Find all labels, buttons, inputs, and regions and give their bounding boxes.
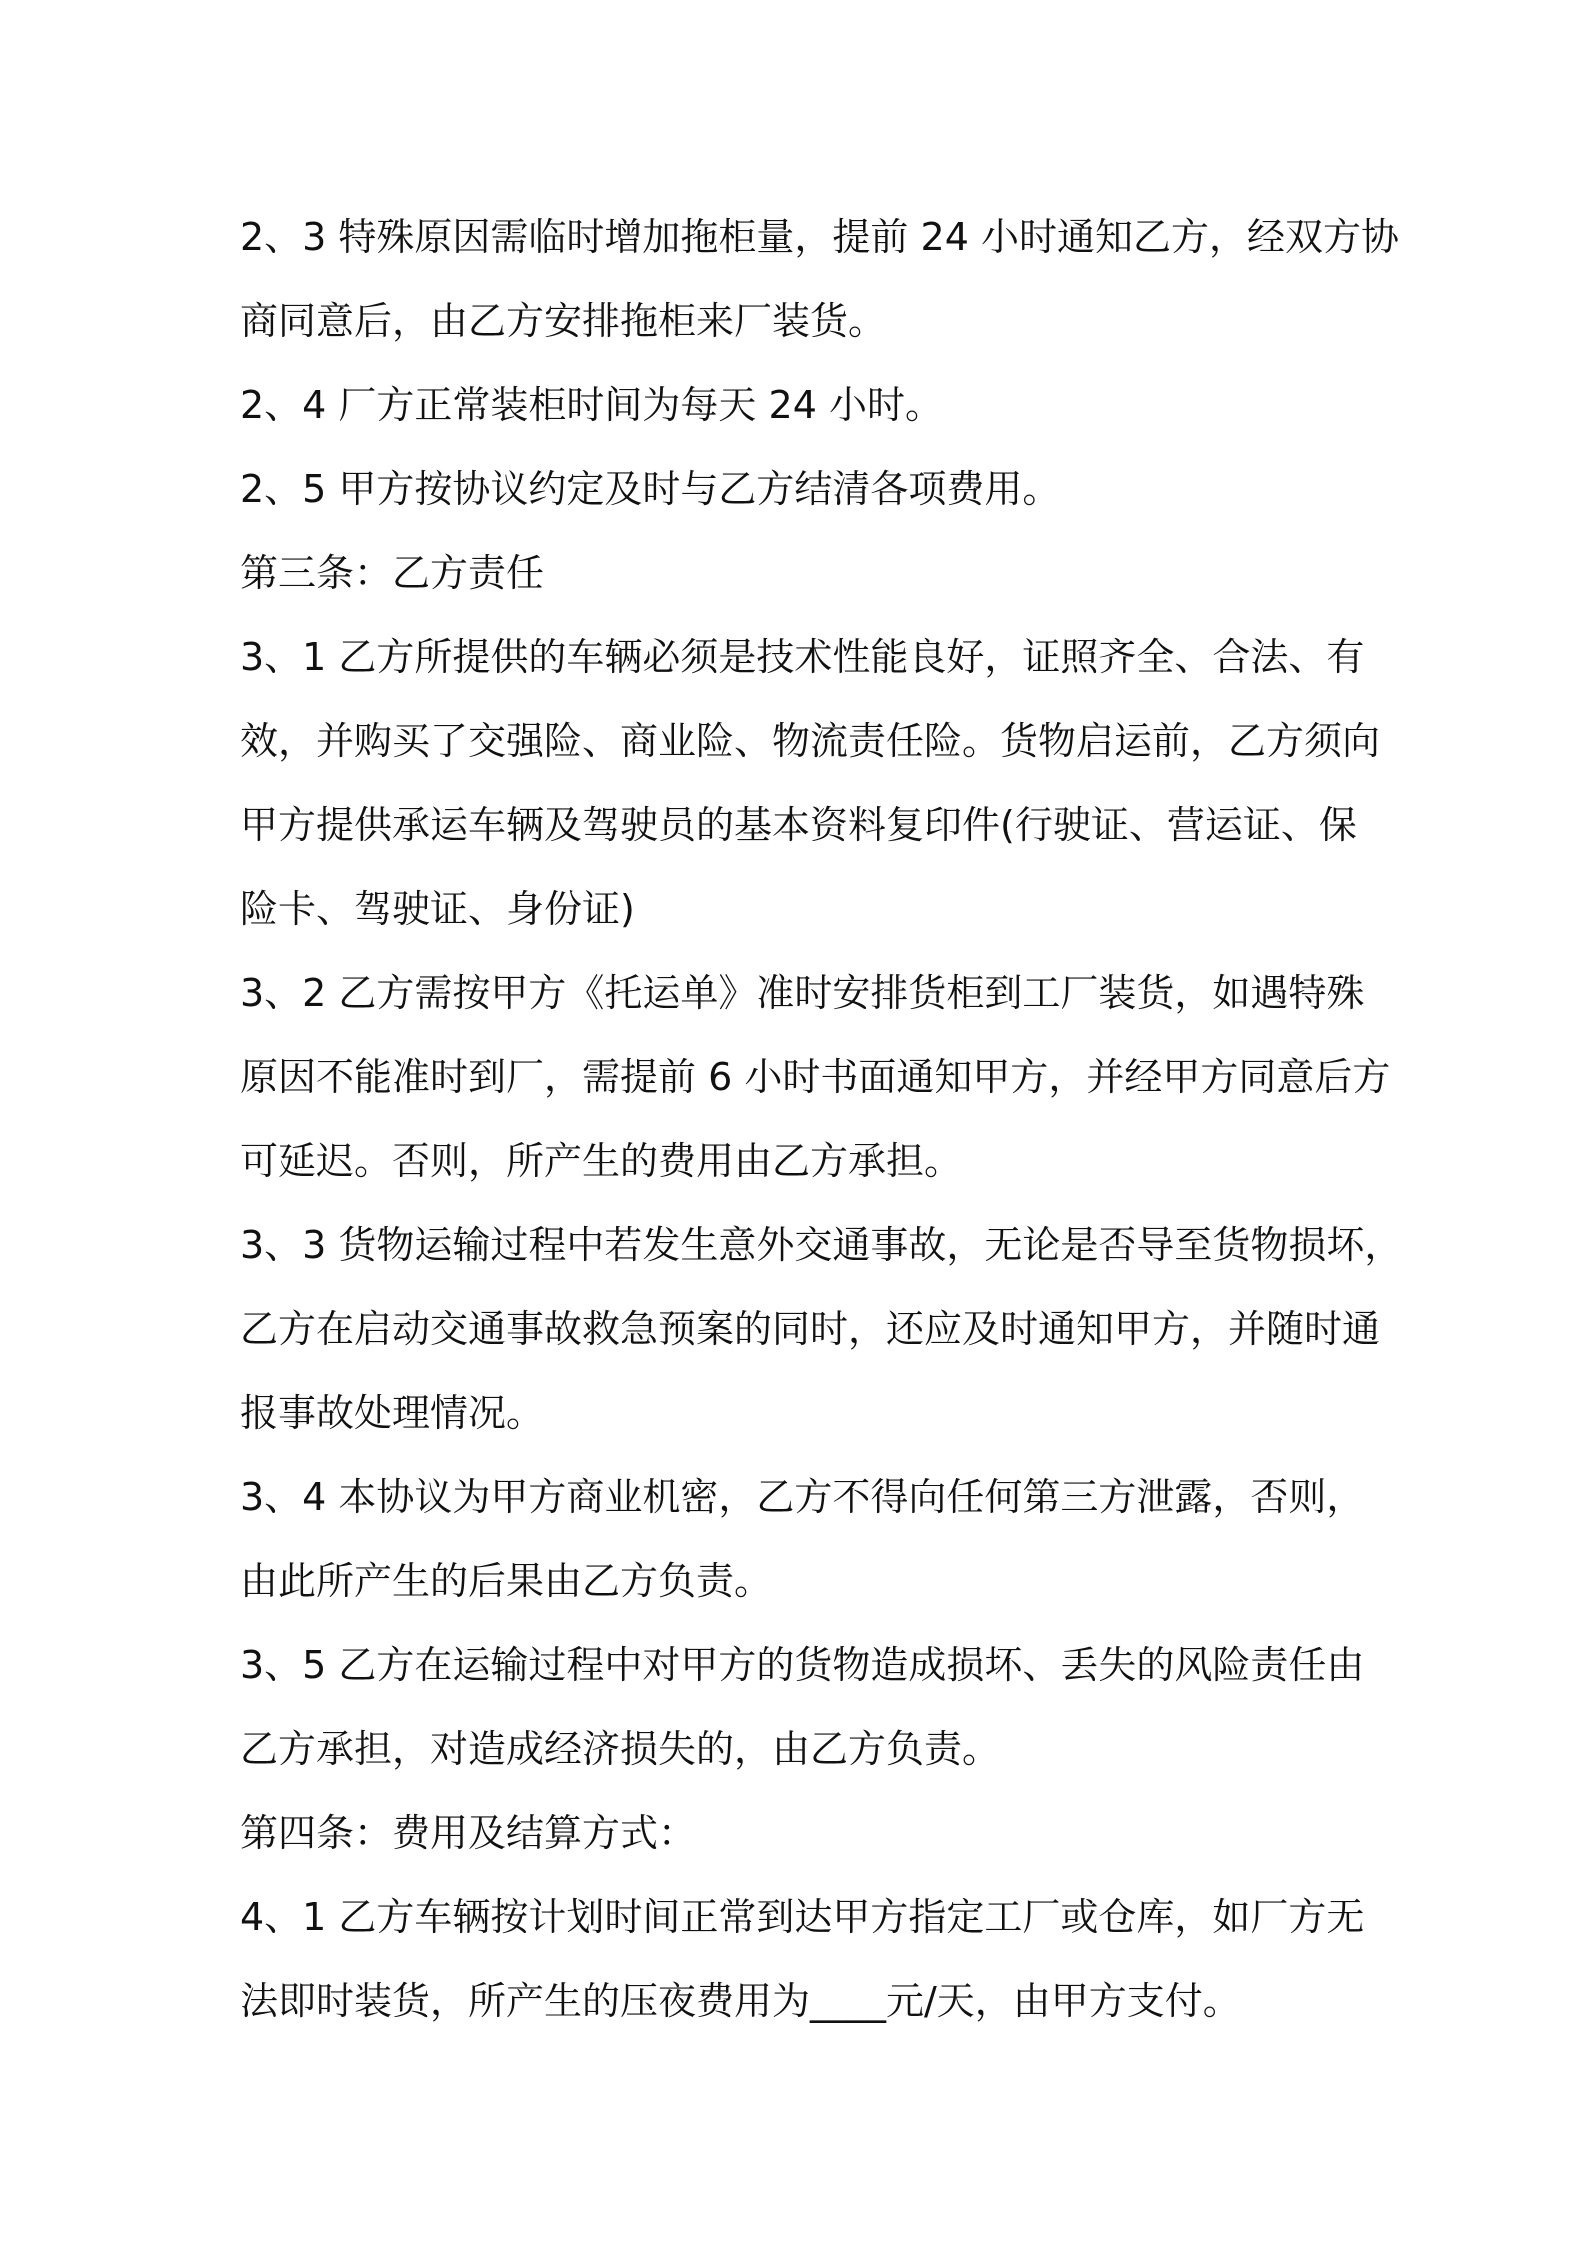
document-page: [240, 195, 1403, 2043]
text-line: 法即时装货，所产生的压夜费用为____元/天，由甲方支付。: [240, 1979, 1241, 2023]
text-line: 3、3 货物运输过程中若发生意外交通事故，无论是否导至货物损坏，: [240, 1223, 1403, 1267]
text-line: 报事故处理情况。: [240, 1391, 545, 1435]
paragraph-3-1: [240, 615, 1381, 951]
paragraph-2-4: [240, 363, 1360, 447]
text-line: 由此所产生的后果由乙方负责。: [240, 1559, 773, 1603]
text-line: 乙方承担，对造成经济损失的，由乙方负责。: [240, 1727, 1001, 1771]
text-line: 3、5 乙方在运输过程中对甲方的货物造成损坏、丢失的风险责任由: [240, 1643, 1365, 1687]
section-heading: 第四条：费用及结算方式：: [240, 1811, 697, 1855]
paragraph-4-1: [240, 1875, 1365, 2043]
text-line: 甲方提供承运车辆及驾驶员的基本资料复印件(行驶证、营运证、保: [240, 803, 1357, 847]
section-heading-article-4: [240, 1791, 1360, 1875]
paragraph-3-3: [240, 1203, 1403, 1455]
text-line: 2、3 特殊原因需临时增加拖柜量，提前 24 小时通知乙方，经双方协: [240, 215, 1399, 259]
paragraph-3-4: [240, 1455, 1365, 1623]
paragraph-2-5: [240, 447, 1360, 531]
paragraph-2-3: [240, 195, 1399, 363]
text-line: 商同意后，由乙方安排拖柜来厂装货。: [240, 299, 887, 343]
text-line: 4、1 乙方车辆按计划时间正常到达甲方指定工厂或仓库，如厂方无: [240, 1895, 1365, 1939]
text-line: 3、2 乙方需按甲方《托运单》准时安排货柜到工厂装货，如遇特殊: [240, 971, 1365, 1015]
text-line: 原因不能准时到厂，需提前 6 小时书面通知甲方，并经甲方同意后方: [240, 1055, 1391, 1099]
text-line: 2、5 甲方按协议约定及时与乙方结清各项费用。: [240, 467, 1061, 511]
text-line: 乙方在启动交通事故救急预案的同时，还应及时通知甲方，并随时通: [240, 1307, 1381, 1351]
text-line: 2、4 厂方正常装柜时间为每天 24 小时。: [240, 383, 943, 427]
section-heading: 第三条：乙方责任: [240, 551, 545, 595]
paragraph-3-2: [240, 951, 1391, 1203]
text-line: 险卡、驾驶证、身份证): [240, 887, 635, 931]
text-line: 效，并购买了交强险、商业险、物流责任险。货物启运前，乙方须向: [240, 719, 1381, 763]
text-line: 可延迟。否则，所产生的费用由乙方承担。: [240, 1139, 963, 1183]
text-line: 3、4 本协议为甲方商业机密，乙方不得向任何第三方泄露，否则，: [240, 1475, 1365, 1519]
paragraph-3-5: [240, 1623, 1365, 1791]
text-line: 3、1 乙方所提供的车辆必须是技术性能良好，证照齐全、合法、有: [240, 635, 1365, 679]
section-heading-article-3: [240, 531, 1360, 615]
